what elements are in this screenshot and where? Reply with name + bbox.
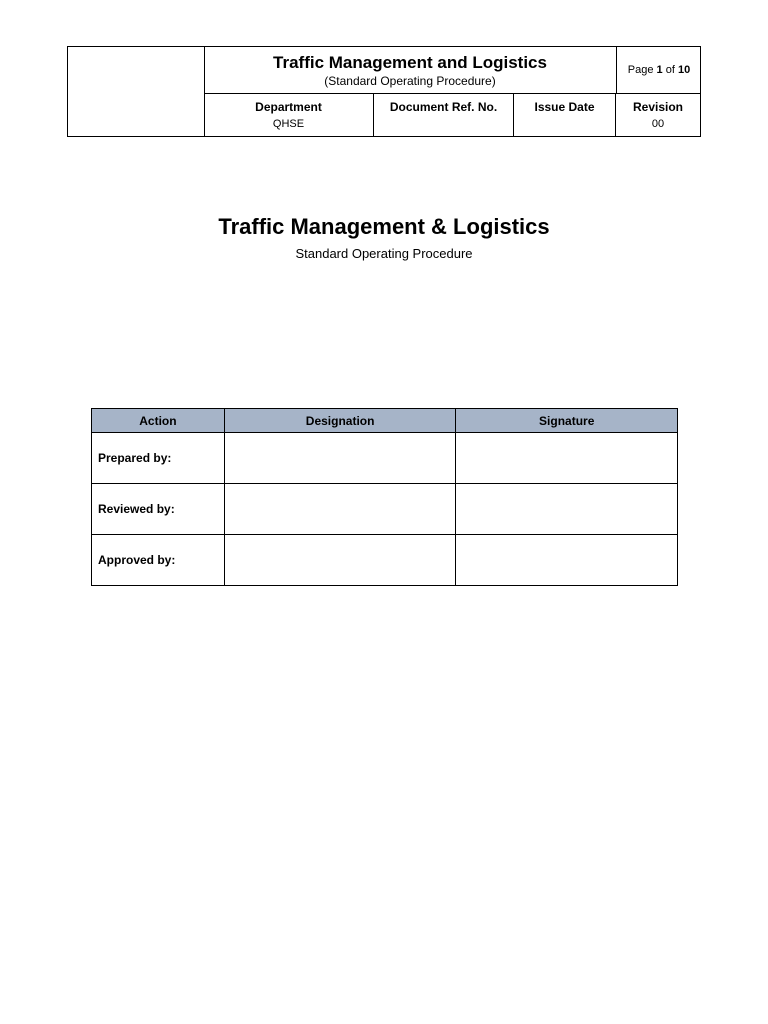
page-indicator [616, 47, 701, 94]
revision-label: Revision [632, 100, 683, 114]
department-label: Department [255, 100, 322, 114]
document-header [67, 46, 701, 137]
page-current: 1 [656, 64, 663, 76]
action-prepared: Prepared by: [92, 433, 225, 484]
signature-cell[interactable] [456, 535, 678, 586]
page-total: 10 [677, 64, 691, 76]
signature-cell[interactable] [456, 433, 678, 484]
column-header-action: Action [92, 409, 225, 433]
issue-date-cell [514, 93, 616, 136]
department-value: QHSE [272, 118, 305, 130]
header-subtitle: (Standard Operating Procedure) [324, 74, 496, 88]
page-prefix: Page [627, 64, 654, 76]
doc-ref-cell [374, 93, 514, 136]
document-title: Traffic Management & Logistics [218, 214, 550, 239]
approval-table [91, 408, 678, 586]
page-of: of [665, 64, 675, 76]
table-row [92, 484, 678, 535]
logo-placeholder [68, 47, 205, 136]
column-header-signature: Signature [456, 409, 678, 433]
action-approved: Approved by: [92, 535, 225, 586]
document-subtitle: Standard Operating Procedure [295, 246, 473, 261]
designation-cell[interactable] [224, 433, 456, 484]
approval-table-header [92, 409, 678, 433]
header-title-cell [204, 47, 616, 94]
column-header-designation: Designation [224, 409, 456, 433]
revision-value: 00 [651, 118, 665, 130]
department-cell [204, 93, 374, 136]
issue-date-label: Issue Date [534, 100, 595, 114]
revision-cell [616, 93, 700, 136]
table-row [92, 433, 678, 484]
designation-cell[interactable] [224, 484, 456, 535]
doc-ref-label: Document Ref. No. [389, 100, 498, 114]
action-reviewed: Reviewed by: [92, 484, 225, 535]
table-row [92, 535, 678, 586]
header-title: Traffic Management and Logistics [273, 53, 547, 72]
signature-cell[interactable] [456, 484, 678, 535]
designation-cell[interactable] [224, 535, 456, 586]
